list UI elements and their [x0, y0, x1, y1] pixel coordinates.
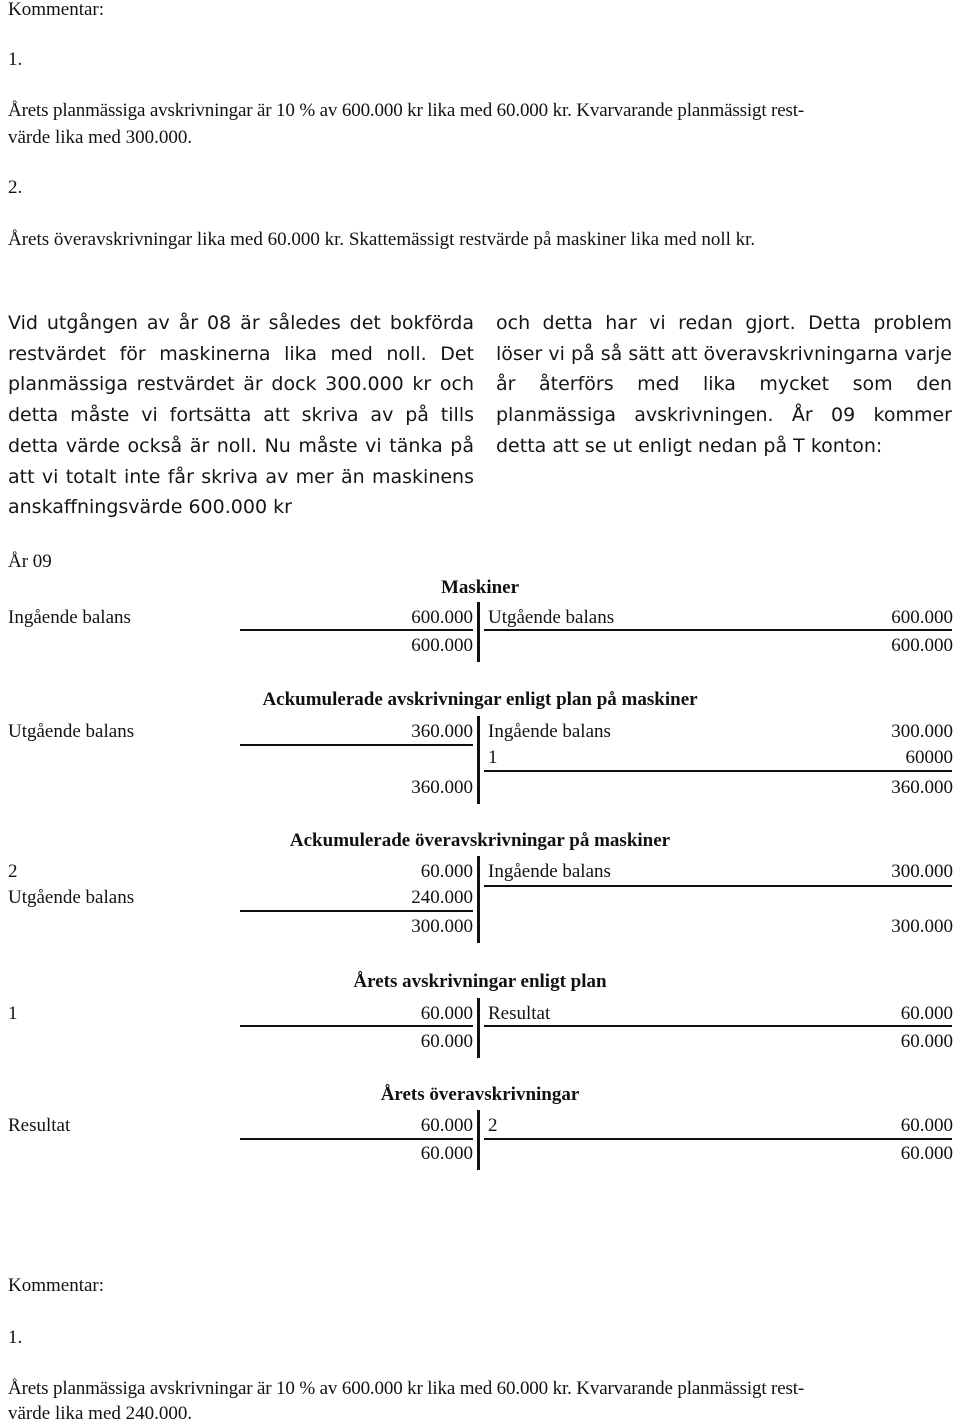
credit-value: 300.000	[891, 861, 953, 882]
comment-text-line: Årets överavskrivningar lika med 60.000 kr. Skattemässigt restvärde på maskiner lika med noll kr.	[8, 229, 756, 250]
t-account-divider	[477, 602, 480, 662]
t-account-divider	[477, 856, 480, 943]
sum-rule	[240, 744, 473, 746]
debit-label: Utgående balans	[8, 721, 135, 742]
credit-label: 2	[488, 1115, 498, 1136]
debit-label: 2	[8, 861, 18, 882]
explanation-left-column: Vid utgången av år 08 är således det bokförda restvärdet för maskinerna lika med noll. Det planmässiga restvärdet är dock 300.000 kr och detta måste vi fortsätta att skriva av på tills detta värde också är noll. Nu måste vi tänka på att vi totalt inte får skriva av mer än maskinens anskaffningsvärde 600.000 kr	[8, 312, 474, 519]
year-label: År 09	[8, 551, 52, 572]
debit-value: 600.000	[411, 607, 473, 628]
debit-value: 60.000	[420, 861, 473, 882]
credit-value: 60000	[905, 747, 953, 768]
debit-label: Utgående balans	[8, 887, 135, 908]
comment-item-number: 1.	[8, 1327, 23, 1348]
credit-value: 60.000	[900, 1003, 953, 1024]
credit-value: 600.000	[891, 607, 953, 628]
sum-rule	[484, 1025, 952, 1027]
sum-rule	[484, 629, 952, 631]
explanation-right-column: och detta har vi redan gjort. Detta problem löser vi på så sätt att överavskrivningarna varje år återförs med lika mycket som den planmässiga avskrivningen. År 09 kommer detta att se ut enligt nedan på T konton:	[496, 312, 952, 457]
credit-label: Ingående balans	[488, 721, 611, 742]
account-title: Årets avskrivningar enligt plan	[353, 971, 607, 992]
debit-total: 60.000	[420, 1143, 473, 1164]
debit-total: 600.000	[411, 635, 473, 656]
credit-label: Ingående balans	[488, 861, 611, 882]
credit-total: 60.000	[900, 1031, 953, 1052]
debit-total: 300.000	[411, 916, 473, 937]
comment-text-line: Årets planmässiga avskrivningar är 10 % av 600.000 kr lika med 60.000 kr. Kvarvarande planmässigt rest-	[8, 100, 805, 121]
comment-item-number: 1.	[8, 49, 23, 70]
debit-label: 1	[8, 1003, 18, 1024]
sum-rule	[484, 770, 952, 772]
debit-value: 60.000	[420, 1115, 473, 1136]
sum-rule	[484, 1138, 952, 1140]
account-title: Ackumulerade avskrivningar enligt plan på maskiner	[262, 689, 698, 710]
debit-total: 60.000	[420, 1031, 473, 1052]
comment-text-line: värde lika med 300.000.	[8, 127, 193, 148]
debit-value: 360.000	[411, 721, 473, 742]
sum-rule	[240, 1025, 473, 1027]
comment-heading: Kommentar:	[8, 0, 105, 20]
comment-heading: Kommentar:	[8, 1275, 105, 1296]
comment-text-line: värde lika med 240.000.	[8, 1403, 193, 1424]
sum-rule	[484, 885, 952, 887]
credit-label: 1	[488, 747, 498, 768]
credit-total: 300.000	[891, 916, 953, 937]
sum-rule	[240, 629, 473, 631]
debit-value: 60.000	[420, 1003, 473, 1024]
debit-value: 240.000	[411, 887, 473, 908]
t-account-divider	[477, 716, 480, 804]
credit-total: 600.000	[891, 635, 953, 656]
credit-value: 300.000	[891, 721, 953, 742]
credit-label: Utgående balans	[488, 607, 615, 628]
t-account-divider	[477, 1110, 480, 1170]
comment-text-line: Årets planmässiga avskrivningar är 10 % av 600.000 kr lika med 60.000 kr. Kvarvarande planmässigt rest-	[8, 1378, 805, 1399]
sum-rule	[240, 1138, 473, 1140]
debit-label: Resultat	[8, 1115, 71, 1136]
t-account-divider	[477, 998, 480, 1058]
credit-value: 60.000	[900, 1115, 953, 1136]
debit-total: 360.000	[411, 777, 473, 798]
credit-total: 60.000	[900, 1143, 953, 1164]
debit-label: Ingående balans	[8, 607, 131, 628]
credit-label: Resultat	[488, 1003, 551, 1024]
credit-total: 360.000	[891, 777, 953, 798]
account-title: Årets överavskrivningar	[380, 1084, 580, 1105]
comment-item-number: 2.	[8, 177, 23, 198]
account-title: Maskiner	[440, 577, 520, 598]
sum-rule	[240, 910, 473, 912]
account-title: Ackumulerade överavskrivningar på maskiner	[289, 830, 671, 851]
